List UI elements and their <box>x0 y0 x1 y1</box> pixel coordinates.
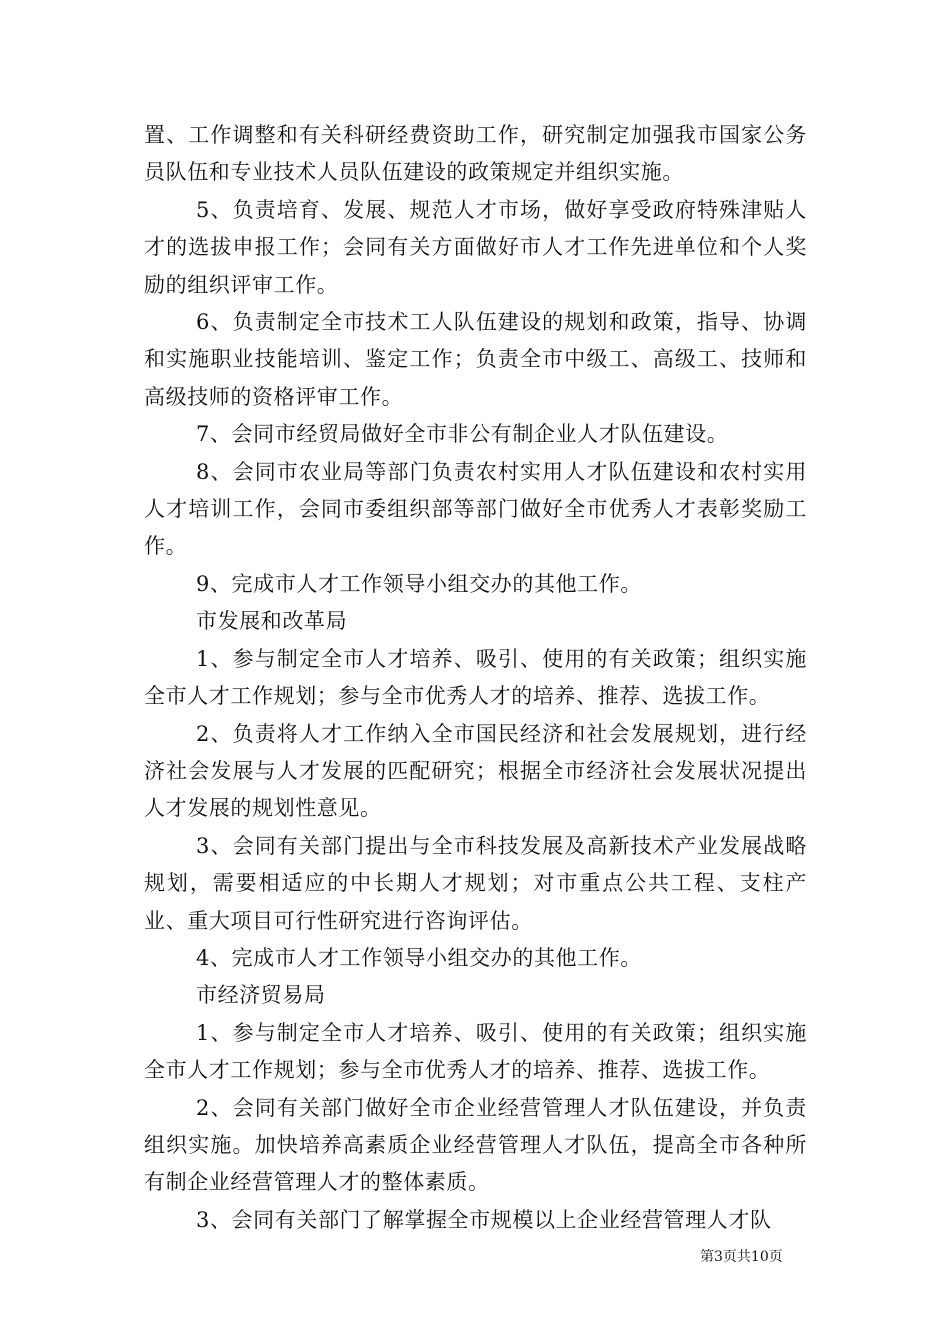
paragraph-item-7: 7、会同市经贸局做好全市非公有制企业人才队伍建设。 <box>196 422 729 447</box>
paragraph-item-5: 5、负责培育、发展、规范人才市场，做好享受政府特殊津贴人才的选拔申报工作；会同有关方面做好市人才工作先进单位和个人奖励的组织评审工作。 <box>144 197 807 297</box>
paragraph-continuation: 置、工作调整和有关科研经费资助工作，研究制定加强我市国家公务员队伍和专业技术人员队伍建设的政策规定并组织实施。 <box>144 123 807 185</box>
page-number-footer: 第3页共10页 <box>700 1249 783 1265</box>
paragraph-item-9: 9、完成市人才工作领导小组交办的其他工作。 <box>196 571 642 596</box>
paragraph-dr-item-4: 4、完成市人才工作领导小组交办的其他工作。 <box>196 945 642 970</box>
paragraph-item-6: 6、负责制定全市技术工人队伍建设的规划和政策，指导、协调和实施职业技能培训、鉴定工作；负责全市中级工、高级工、技师和高级技师的资格评审工作。 <box>144 310 807 409</box>
document-body <box>144 117 807 1239</box>
paragraph-item-8: 8、会同市农业局等部门负责农村实用人才队伍建设和农村实用人才培训工作，会同市委组织部等部门做好全市优秀人才表彰奖励工作。 <box>144 459 807 559</box>
paragraph-dr-item-1: 1、参与制定全市人才培养、吸引、使用的有关政策；组织实施全市人才工作规划；参与全市优秀人才的培养、推荐、选拔工作。 <box>144 646 807 709</box>
paragraph-et-item-2: 2、会同有关部门做好全市企业经营管理人才队伍建设，并负责组织实施。加快培养高素质企业经营管理人才队伍，提高全市各种所有制企业经营管理人才的整体素质。 <box>144 1095 807 1195</box>
paragraph-et-item-1: 1、参与制定全市人才培养、吸引、使用的有关政策；组织实施全市人才工作规划；参与全市优秀人才的培养、推荐、选拔工作。 <box>144 1020 807 1083</box>
paragraph-dr-item-2: 2、负责将人才工作纳入全市国民经济和社会发展规划，进行经济社会发展与人才发展的匹配研究；根据全市经济社会发展状况提出人才发展的规划性意见。 <box>144 721 807 821</box>
section-heading-economy-trade: 市经济贸易局 <box>196 983 326 1008</box>
paragraph-dr-item-3: 3、会同有关部门提出与全市科技发展及高新技术产业发展战略规划，需要相适应的中长期人才规划；对市重点公共工程、支柱产业、重大项目可行性研究进行咨询评估。 <box>144 833 807 933</box>
paragraph-et-item-3: 3、会同有关部门了解掌握全市规模以上企业经营管理人才队 <box>196 1207 772 1232</box>
section-heading-development-reform: 市发展和改革局 <box>196 609 348 634</box>
